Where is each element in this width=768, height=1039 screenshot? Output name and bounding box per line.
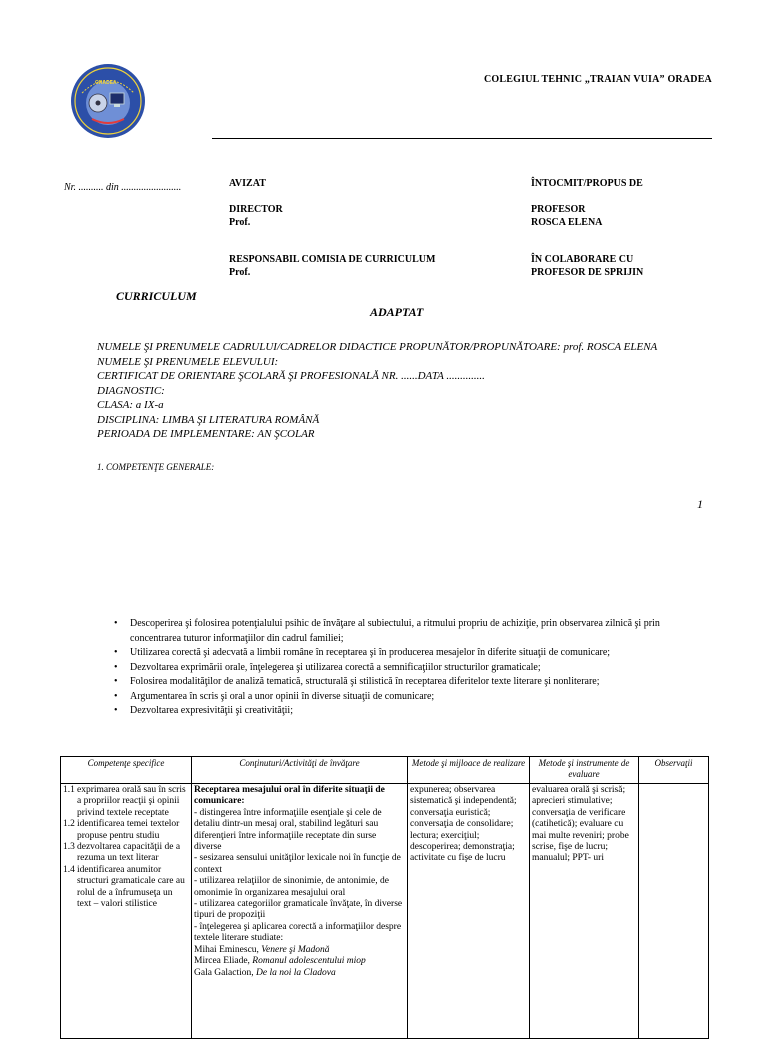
info-line: NUMELE ŞI PRENUMELE CADRULUI/CADRELOR DIDACTICE PROPUNĂTOR/PROPUNĂTOARE: prof. ROSCA ELENA (97, 341, 658, 353)
specific-competences-cell (61, 784, 192, 1039)
intocmit-label: ÎNTOCMIT/PROPUS DE (531, 178, 643, 189)
column-header: Metode şi instrumente de evaluare (530, 757, 639, 784)
info-line: PERIOADA DE IMPLEMENTARE: AN ŞCOLAR (97, 428, 315, 440)
column-header: Metode şi mijloace de realizare (408, 757, 530, 784)
competence-item: 1.2 identificarea temei textelor propuse pentru studiu (63, 819, 180, 841)
competence-item: 1.4 identificarea anumitor structuri gramaticale care au rolul de a înfrumuseţa un text – valori stilistice (63, 864, 185, 910)
methods-evaluation-cell: evaluarea orală şi scrisă; aprecieri stimulative; conversaţia de verificare (catihetică); evaluare cu mai multe reveniri; probe scrise, fişe de lucru; manualul; PPT- uri (530, 784, 639, 1039)
content-cell (192, 784, 408, 1039)
table-header-row (61, 757, 709, 784)
competence-item: 1.1 exprimarea orală sau în scris a propriilor reacţii şi opinii privind textele receptate (63, 785, 186, 818)
literature-item: Mircea Eliade, Romanul adolescentului miop (194, 956, 366, 967)
title-adaptat: ADAPTAT (370, 305, 424, 319)
content-item: - utilizarea categoriilor gramaticale învăţate, în diverse tipuri de propoziţii (194, 899, 403, 921)
list-item: • Argumentarea în scris şi oral a unor opinii în diverse situaţii de comunicare; (114, 690, 435, 702)
list-item: • Dezvoltarea expresivităţii şi creativităţii; (114, 705, 293, 716)
competence-item: 1.3 dezvoltarea capacităţii de a rezuma un text literar (63, 842, 181, 864)
sprijin-label: PROFESOR DE SPRIJIN (531, 267, 644, 278)
column-header: Observaţii (639, 757, 709, 784)
methods-realization-cell: expunerea; observarea sistematică şi independentă; conversaţia euristică; conversaţia de consolidare; lectura; exerciţiul; descoperirea; demonstraţia; activitate cu fişe de lucru (408, 784, 530, 1039)
list-item: • Folosirea modalităţilor de analiză tematică, structurală şi stilistică în receptarea diferitelor texte literare şi nonliterare; (114, 676, 600, 687)
logo-text: ORADEA (95, 80, 117, 86)
content-item: - înţelegerea şi aplicarea corectă a informaţiilor despre textele literare studiate: (194, 921, 402, 944)
title-curriculum: CURRICULUM (116, 289, 197, 303)
content-item: - sesizarea sensului unităţilor lexicale noi în funcţie de context (194, 853, 401, 875)
registration-number: Nr. .......... din ........................ (64, 182, 182, 193)
avizat-label: AVIZAT (229, 178, 266, 189)
school-logo (70, 63, 146, 139)
list-item: • Descoperirea şi folosirea potenţialului psihic de învăţare al subiectului, a ritmului propriu de achiziţie, prin observarea zilnică şi prin concentrarea tuturor informaţiilor din cadrul familiei; (114, 618, 660, 644)
list-item: • Utilizarea corectă şi adecvată a limbii române în receptarea şi în producerea mesajelor în diferite situaţii de comunicare; (114, 647, 611, 658)
responsabil-label: RESPONSABIL COMISIA DE CURRICULUM (229, 254, 436, 265)
responsabil-prof: Prof. (229, 267, 251, 278)
info-block (97, 340, 657, 442)
competente-heading: 1. COMPETENŢE GENERALE: (97, 462, 215, 472)
literature-item: Gala Galaction, De la noi la Cladova (194, 967, 336, 978)
observations-cell (639, 784, 709, 1039)
list-item: • Dezvoltarea exprimării orale, înţelegerea şi utilizarea corectă a semnificaţiilor structurilor gramaticale; (114, 661, 541, 673)
profesor-label: PROFESOR (531, 204, 586, 215)
info-line: CLASA: a IX-a (97, 399, 164, 411)
header-divider (212, 138, 712, 139)
column-header: Competenţe specifice (61, 757, 192, 784)
info-line: DIAGNOSTIC: (97, 384, 165, 397)
table-row (61, 784, 709, 1039)
info-line: CERTIFICAT DE ORIENTARE ŞCOLARĂ ŞI PROFESIONALĂ NR. ......DATA .............. (97, 370, 485, 382)
school-name: COLEGIUL TEHNIC „TRAIAN VUIA” ORADEA (484, 74, 712, 85)
content-item: - utilizarea relaţiilor de sinonimie, de antonimie, de omonimie în organizarea mesajului oral (194, 876, 389, 898)
column-header: Conţinuturi/Activităţi de învăţare (192, 757, 408, 784)
director-label: DIRECTOR (229, 204, 283, 215)
general-competences-list (110, 617, 710, 719)
page-number: 1 (697, 497, 703, 511)
literature-item: Mihai Eminescu, Venere şi Madonă (194, 944, 330, 955)
curriculum-table (60, 756, 709, 1039)
info-line: DISCIPLINA: LIMBA ŞI LITERATURA ROMÂNĂ (97, 413, 320, 426)
content-heading: Receptarea mesajului oral în diferite situaţii de comunicare: (194, 785, 385, 807)
director-prof: Prof. (229, 217, 251, 228)
info-line: NUMELE ŞI PRENUMELE ELEVULUI: (97, 355, 279, 368)
content-item: - distingerea între informaţiile esenţiale şi cele de detaliu dintr-un mesaj oral, stabilind legături sau diferenţieri între informaţiile receptate din surse diverse (194, 807, 382, 853)
author-name: ROSCA ELENA (531, 217, 603, 228)
colaborare-label: ÎN COLABORARE CU (531, 254, 634, 265)
